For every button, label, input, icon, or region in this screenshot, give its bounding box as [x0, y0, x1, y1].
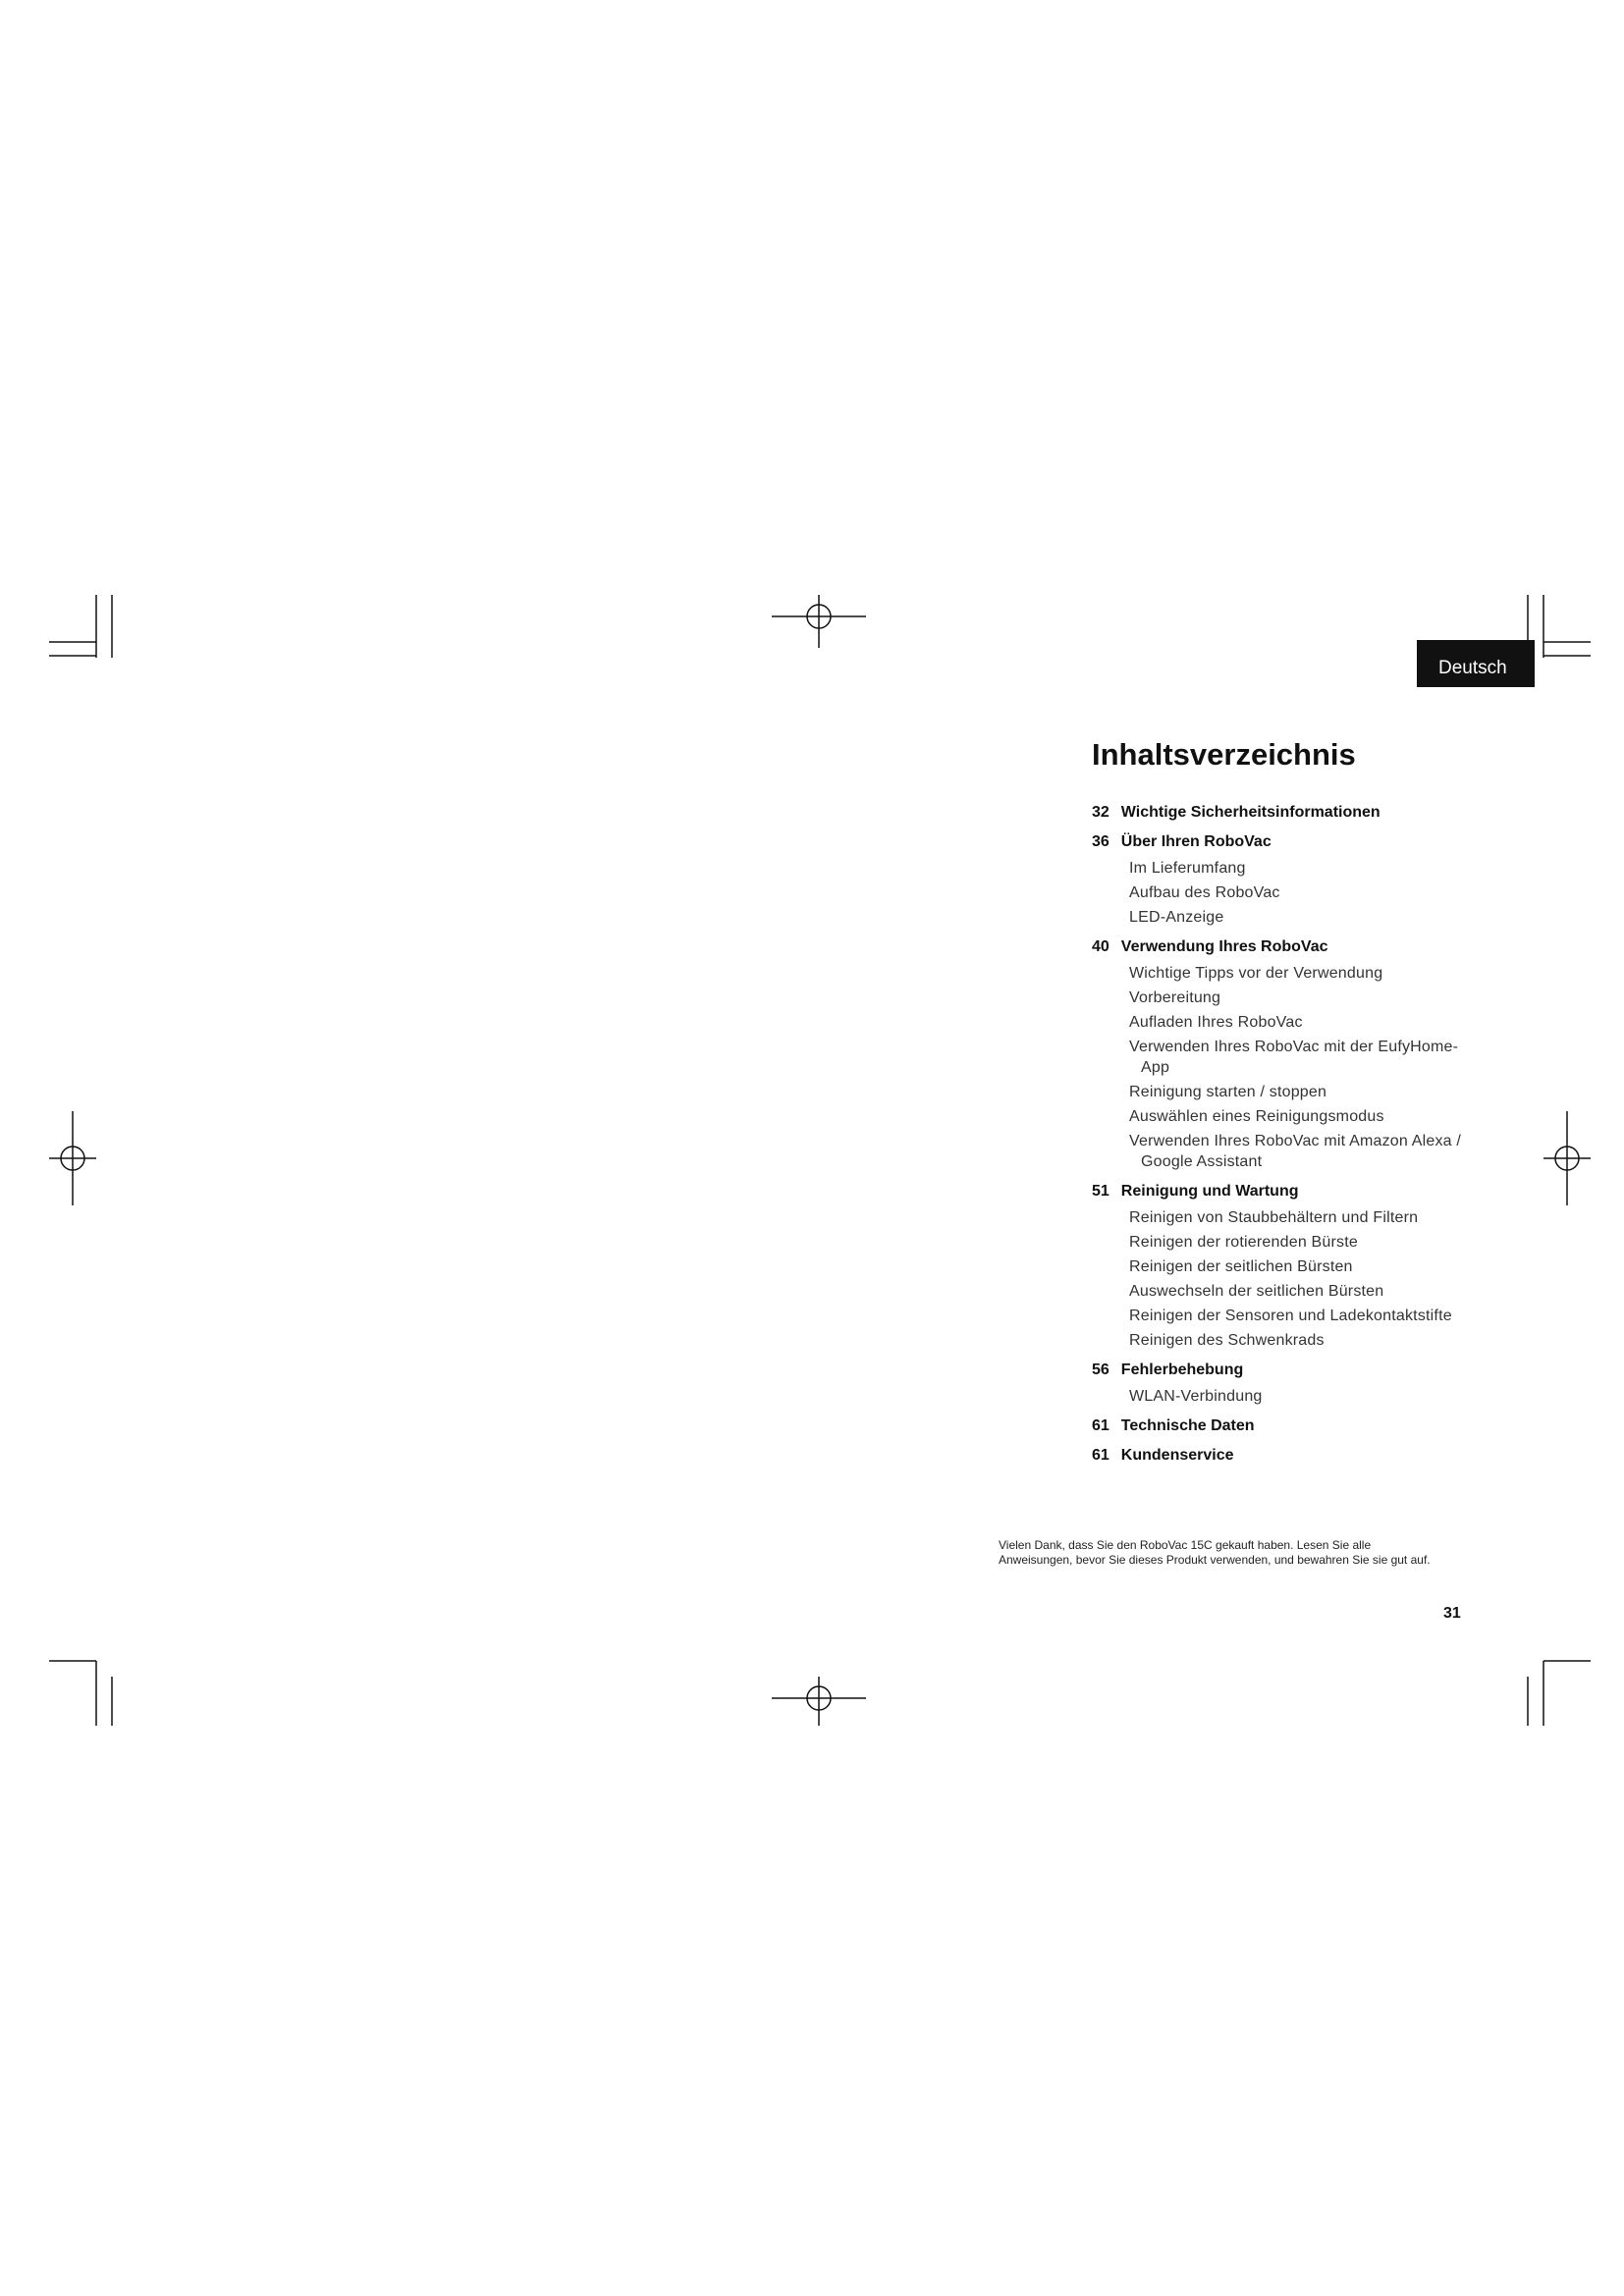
toc-page-number: 61 — [1092, 1447, 1110, 1464]
toc-subentry: Auswählen eines Reinigungsmodus — [1129, 1108, 1384, 1125]
crop-mark-bottom-left — [49, 1661, 112, 1726]
toc-subentry: Vorbereitung — [1129, 989, 1221, 1006]
toc-subentry: Wichtige Tipps vor der Verwendung — [1129, 965, 1383, 982]
toc-section — [1092, 1416, 1485, 1436]
page-title: Inhaltsverzeichnis — [1092, 737, 1356, 772]
toc-page-number: 51 — [1092, 1183, 1110, 1200]
toc-subentry: Aufladen Ihres RoboVac — [1129, 1014, 1303, 1031]
toc-section — [1092, 937, 1485, 1172]
toc-section-heading — [1092, 1446, 1485, 1466]
toc-section — [1092, 1182, 1485, 1351]
toc-page-number: 32 — [1092, 804, 1110, 821]
toc-subentry: Aufbau des RoboVac — [1129, 884, 1280, 901]
toc-section-heading — [1092, 1361, 1485, 1380]
toc-section-title: Technische Daten — [1120, 1417, 1255, 1434]
registration-mark-bottom — [772, 1677, 866, 1726]
crop-mark-top-right — [1528, 595, 1591, 658]
intro-text — [999, 1538, 1509, 1568]
toc-section-title: Reinigung und Wartung — [1120, 1183, 1299, 1200]
toc-subentry: WLAN-Verbindung — [1129, 1388, 1263, 1405]
toc-section-heading — [1092, 803, 1485, 823]
toc-section — [1092, 1446, 1485, 1466]
toc-subentry: Reinigen von Staubbehältern und Filtern — [1129, 1209, 1419, 1226]
toc-page-number: 56 — [1092, 1362, 1110, 1378]
toc-subentry: Reinigung starten / stoppen — [1129, 1084, 1327, 1100]
crop-mark-top-left — [49, 595, 112, 658]
toc-subentry: Im Lieferumfang — [1129, 860, 1246, 877]
toc-section-title: Verwendung Ihres RoboVac — [1120, 938, 1328, 955]
toc-section-heading — [1092, 1182, 1485, 1201]
toc-subentry: LED-Anzeige — [1129, 909, 1224, 926]
table-of-contents — [1092, 803, 1485, 1475]
registration-mark-top — [772, 595, 866, 648]
intro-line: Vielen Dank, dass Sie den RoboVac 15C gekauft haben. Lesen Sie alle — [999, 1538, 1372, 1552]
registration-mark-left — [49, 1111, 96, 1205]
toc-section — [1092, 832, 1485, 928]
toc-subentry: Verwenden Ihres RoboVac mit der EufyHome-App — [1129, 1039, 1459, 1076]
toc-page-number: 36 — [1092, 833, 1110, 850]
toc-subentry: Verwenden Ihres RoboVac mit Amazon Alexa / Google Assistant — [1129, 1133, 1462, 1170]
toc-subentry: Auswechseln der seitlichen Bürsten — [1129, 1283, 1384, 1300]
toc-subentry: Reinigen des Schwenkrads — [1129, 1332, 1325, 1349]
toc-page-number: 40 — [1092, 938, 1110, 955]
crop-mark-bottom-right — [1528, 1661, 1591, 1726]
language-tab: Deutsch — [1417, 640, 1535, 687]
toc-section-heading — [1092, 832, 1485, 852]
toc-subentry: Reinigen der seitlichen Bürsten — [1129, 1258, 1353, 1275]
toc-section-title: Über Ihren RoboVac — [1120, 833, 1272, 850]
toc-section-title: Fehlerbehebung — [1120, 1362, 1244, 1378]
toc-section-title: Kundenservice — [1120, 1447, 1234, 1464]
toc-subentry: Reinigen der rotierenden Bürste — [1129, 1234, 1359, 1251]
toc-page-number: 61 — [1092, 1417, 1110, 1434]
intro-line: Anweisungen, bevor Sie dieses Produkt verwenden, und bewahren Sie sie gut auf. — [999, 1553, 1431, 1567]
toc-section-title: Wichtige Sicherheitsinformationen — [1120, 804, 1380, 821]
toc-section — [1092, 803, 1485, 823]
page-number: 31 — [1443, 1605, 1461, 1622]
toc-section-heading — [1092, 937, 1485, 957]
registration-mark-right — [1543, 1111, 1591, 1205]
toc-section — [1092, 1361, 1485, 1407]
toc-subentry: Reinigen der Sensoren und Ladekontaktstifte — [1129, 1308, 1452, 1324]
toc-section-heading — [1092, 1416, 1485, 1436]
